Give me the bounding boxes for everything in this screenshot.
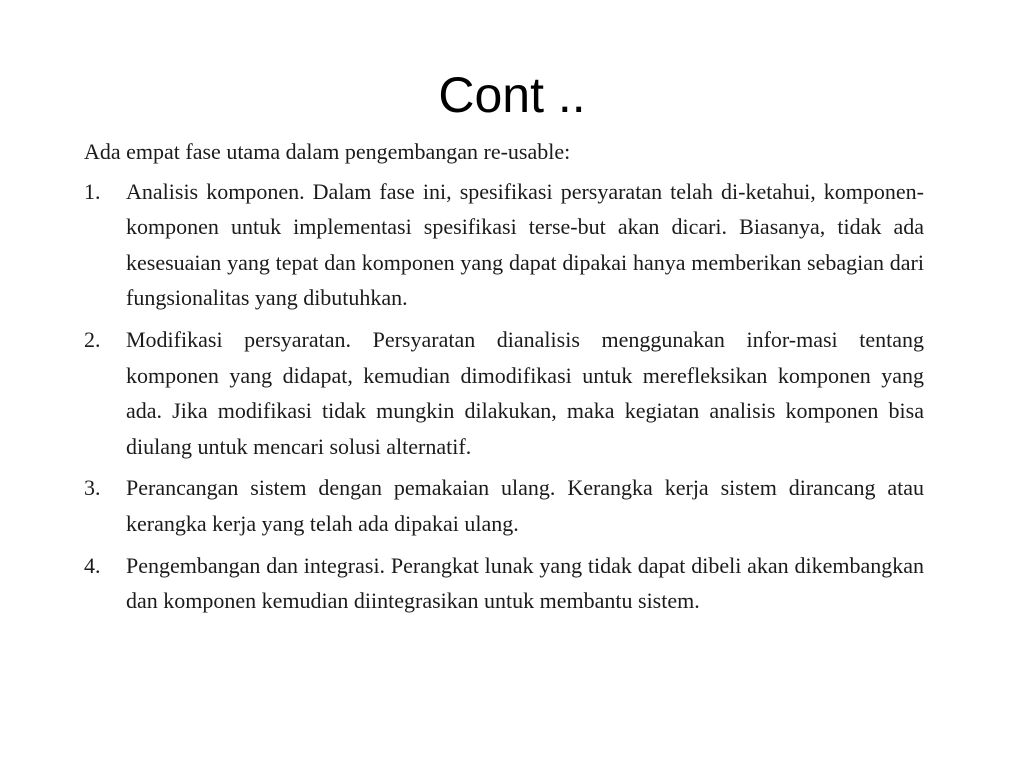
list-item bbox=[84, 322, 924, 464]
scanned-text-block bbox=[84, 134, 924, 625]
list-item bbox=[84, 174, 924, 316]
list-item-text: Perancangan sistem dengan pemakaian ulang. Kerangka kerja sistem dirancang atau kerangka kerja yang telah ada dipakai ulang. bbox=[126, 475, 924, 536]
intro-text: Ada empat fase utama dalam pengembangan re-usable: bbox=[84, 139, 571, 164]
slide-title: Cont .. bbox=[438, 67, 586, 123]
list-item-text: Analisis komponen. Dalam fase ini, spesifikasi persyaratan telah di-ketahui, komponen-komponen untuk implementasi spesifikasi terse-but akan dicari. Biasanya, tidak ada kesesuaian yang tepat dan komponen yang dapat dipakai hanya memberikan sebagian dari fungsionalitas yang dibutuhkan. bbox=[126, 178, 924, 311]
list-item bbox=[84, 548, 924, 619]
phase-list bbox=[84, 174, 924, 619]
list-item-number: 4. bbox=[84, 552, 101, 578]
list-item-text: Pengembangan dan integrasi. Perangkat lunak yang tidak dapat dibeli akan dikembangkan dan komponen kemudian diintegrasikan untuk membantu sistem. bbox=[126, 552, 924, 614]
list-item-number: 2. bbox=[84, 326, 101, 352]
list-item-text: Modifikasi persyaratan. Persyaratan dianalisis menggunakan infor-masi tentang komponen yang didapat, kemudian dimodifikasi untuk merefleksikan komponen yang ada. Jika modifikasi tidak mungkin dilakukan, maka kegiatan analisis komponen bisa diulang untuk mencari solusi alternatif. bbox=[126, 326, 924, 459]
list-item-number: 3. bbox=[84, 475, 101, 501]
list-item bbox=[84, 470, 924, 541]
list-item-number: 1. bbox=[84, 178, 101, 204]
